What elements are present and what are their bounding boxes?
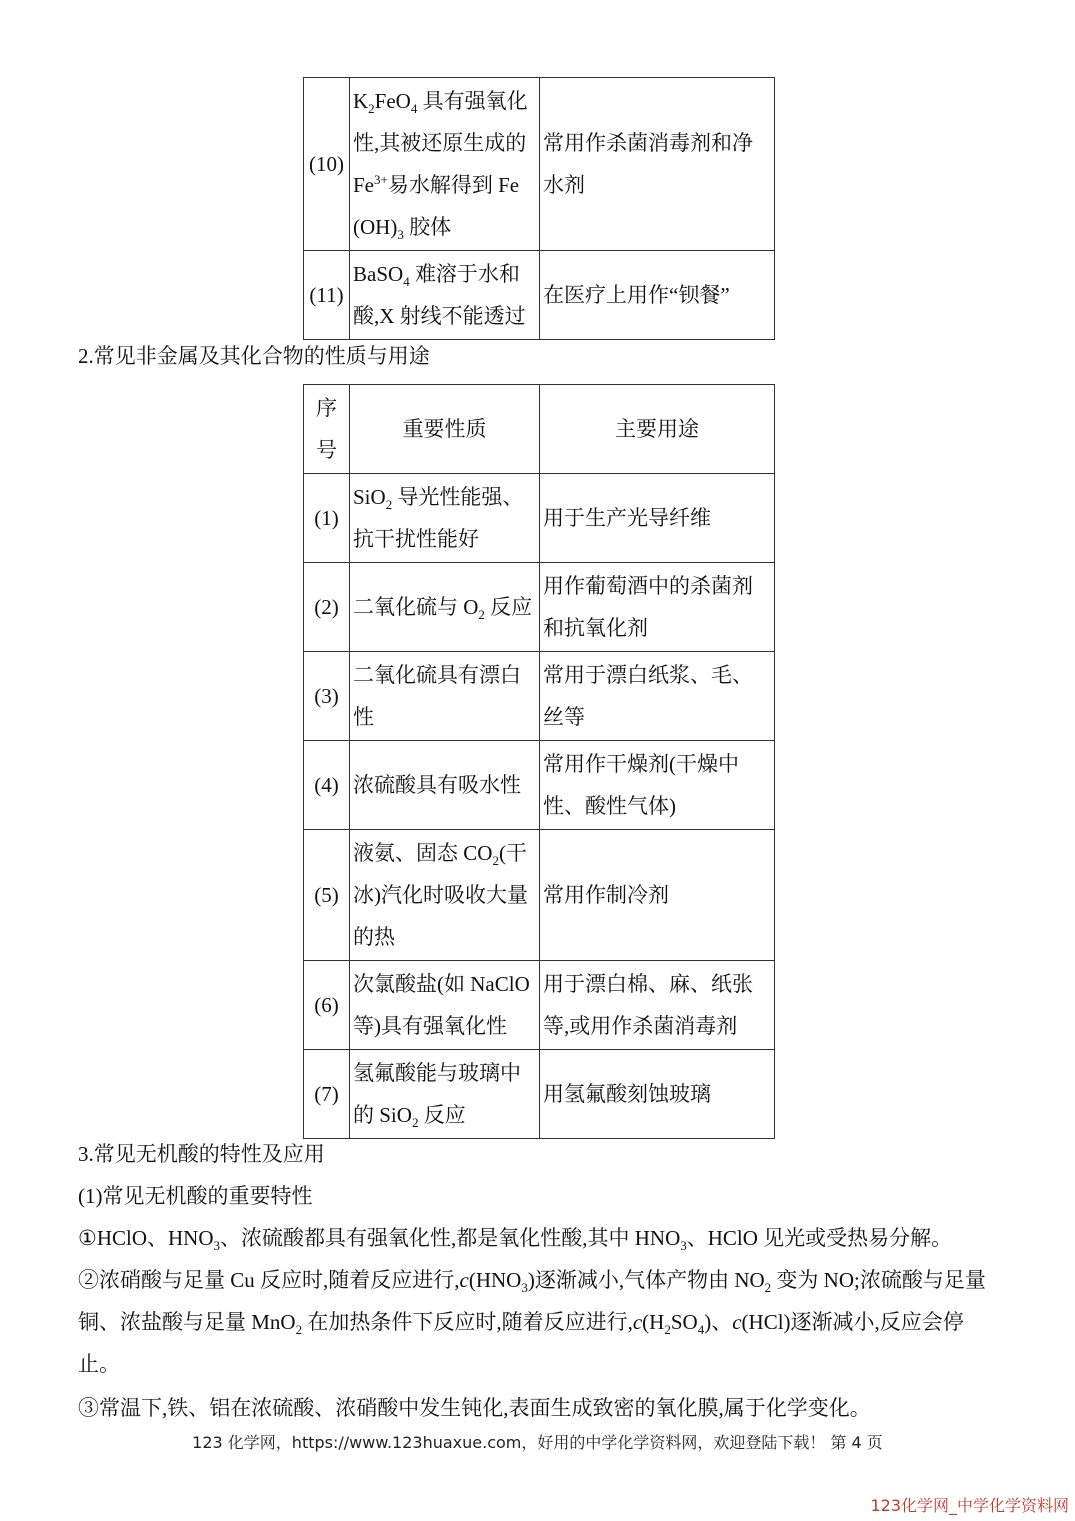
table-header-row	[304, 385, 775, 474]
row-number: (7)	[304, 1050, 350, 1139]
table-row	[304, 563, 775, 652]
row-number: (6)	[304, 961, 350, 1050]
use-cell: 常用作杀菌消毒剂和净水剂	[540, 78, 775, 251]
property-cell: 次氯酸盐(如 NaClO 等)具有强氧化性	[350, 961, 540, 1050]
table-row	[304, 830, 775, 961]
use-cell: 用于生产光导纤维	[540, 474, 775, 563]
header-use: 主要用途	[540, 385, 775, 474]
table-row	[304, 78, 775, 251]
use-cell: 用于漂白棉、麻、纸张等,或用作杀菌消毒剂	[540, 961, 775, 1050]
table-row	[304, 251, 775, 340]
subsection-heading: (1)常见无机酸的重要特性	[78, 1184, 313, 1208]
use-cell: 用作葡萄酒中的杀菌剂和抗氧化剂	[540, 563, 775, 652]
paragraph-3: ③常温下,铁、铝在浓硫酸、浓硝酸中发生钝化,表面生成致密的氧化膜,属于化学变化。	[78, 1396, 871, 1420]
use-cell: 常用作制冷剂	[540, 830, 775, 961]
property-cell: 液氨、固态 $CO_2$(干冰)汽化时吸收大量的热	[350, 830, 540, 961]
use-cell: 常用于漂白纸浆、毛、丝等	[540, 652, 775, 741]
section-heading: 2.常见非金属及其化合物的性质与用途	[78, 344, 430, 368]
row-number: (5)	[304, 830, 350, 961]
use-cell: 常用作干燥剂(干燥中性、酸性气体)	[540, 741, 775, 830]
row-number: (3)	[304, 652, 350, 741]
page-footer: 123 化学网，https://www.123huaxue.com，好用的中学化学资料网，欢迎登陆下载！ 第 4 页	[192, 1433, 883, 1452]
table-row	[304, 1050, 775, 1139]
header-number: 序号	[304, 385, 350, 474]
nonmetal-table	[303, 384, 775, 1139]
property-cell: 氢氟酸能与玻璃中的 SiO$_2$ 反应	[350, 1050, 540, 1139]
property-cell: SiO$_2$ 导光性能强、抗干扰性能好	[350, 474, 540, 563]
table-row	[304, 474, 775, 563]
paragraph-1: ①HClO、$HNO_3$、浓硫酸都具有强氧化性,都是氧化性酸,其中 $HNO_3$、HClO 见光或受热易分解。	[78, 1226, 953, 1254]
table-row	[304, 741, 775, 830]
row-number: (4)	[304, 741, 350, 830]
table-row	[304, 961, 775, 1050]
section-heading: 3.常见无机酸的特性及应用	[78, 1142, 325, 1166]
watermark: 123化学网_中学化学资料网	[870, 1496, 1069, 1515]
property-cell: 二氧化硫具有漂白性	[350, 652, 540, 741]
row-number: (1)	[304, 474, 350, 563]
table-continued	[303, 77, 775, 340]
use-cell: 在医疗上用作“钡餐”	[540, 251, 775, 340]
row-number: (10)	[304, 78, 350, 251]
property-cell: 浓硫酸具有吸水性	[350, 741, 540, 830]
row-number: (11)	[304, 251, 350, 340]
row-number: (2)	[304, 563, 350, 652]
header-property: 重要性质	[350, 385, 540, 474]
paragraph-2: ②浓硝酸与足量 Cu 反应时,随着反应进行$,c(HNO_3)$逐渐减小,气体产物由 $NO_2$ 变为 NO;浓硫酸与足量铜、浓盐酸与足量 MnO$_2$ 在加热条件下反应时,随着反应进行$,c(H_2SO_4)$、c(HCl)逐渐减小,反应会停止。	[78, 1268, 986, 1376]
property-cell: 二氧化硫与 $O_2$ 反应	[350, 563, 540, 652]
property-cell: BaSO$_4$ 难溶于水和酸,X 射线不能透过	[350, 251, 540, 340]
property-cell: $K_2FeO_4$ 具有强氧化性,其被还原生成的 $Fe^{3+}$易水解得到 $Fe(OH)_3$ 胶体	[350, 78, 540, 251]
table-row	[304, 652, 775, 741]
use-cell: 用氢氟酸刻蚀玻璃	[540, 1050, 775, 1139]
